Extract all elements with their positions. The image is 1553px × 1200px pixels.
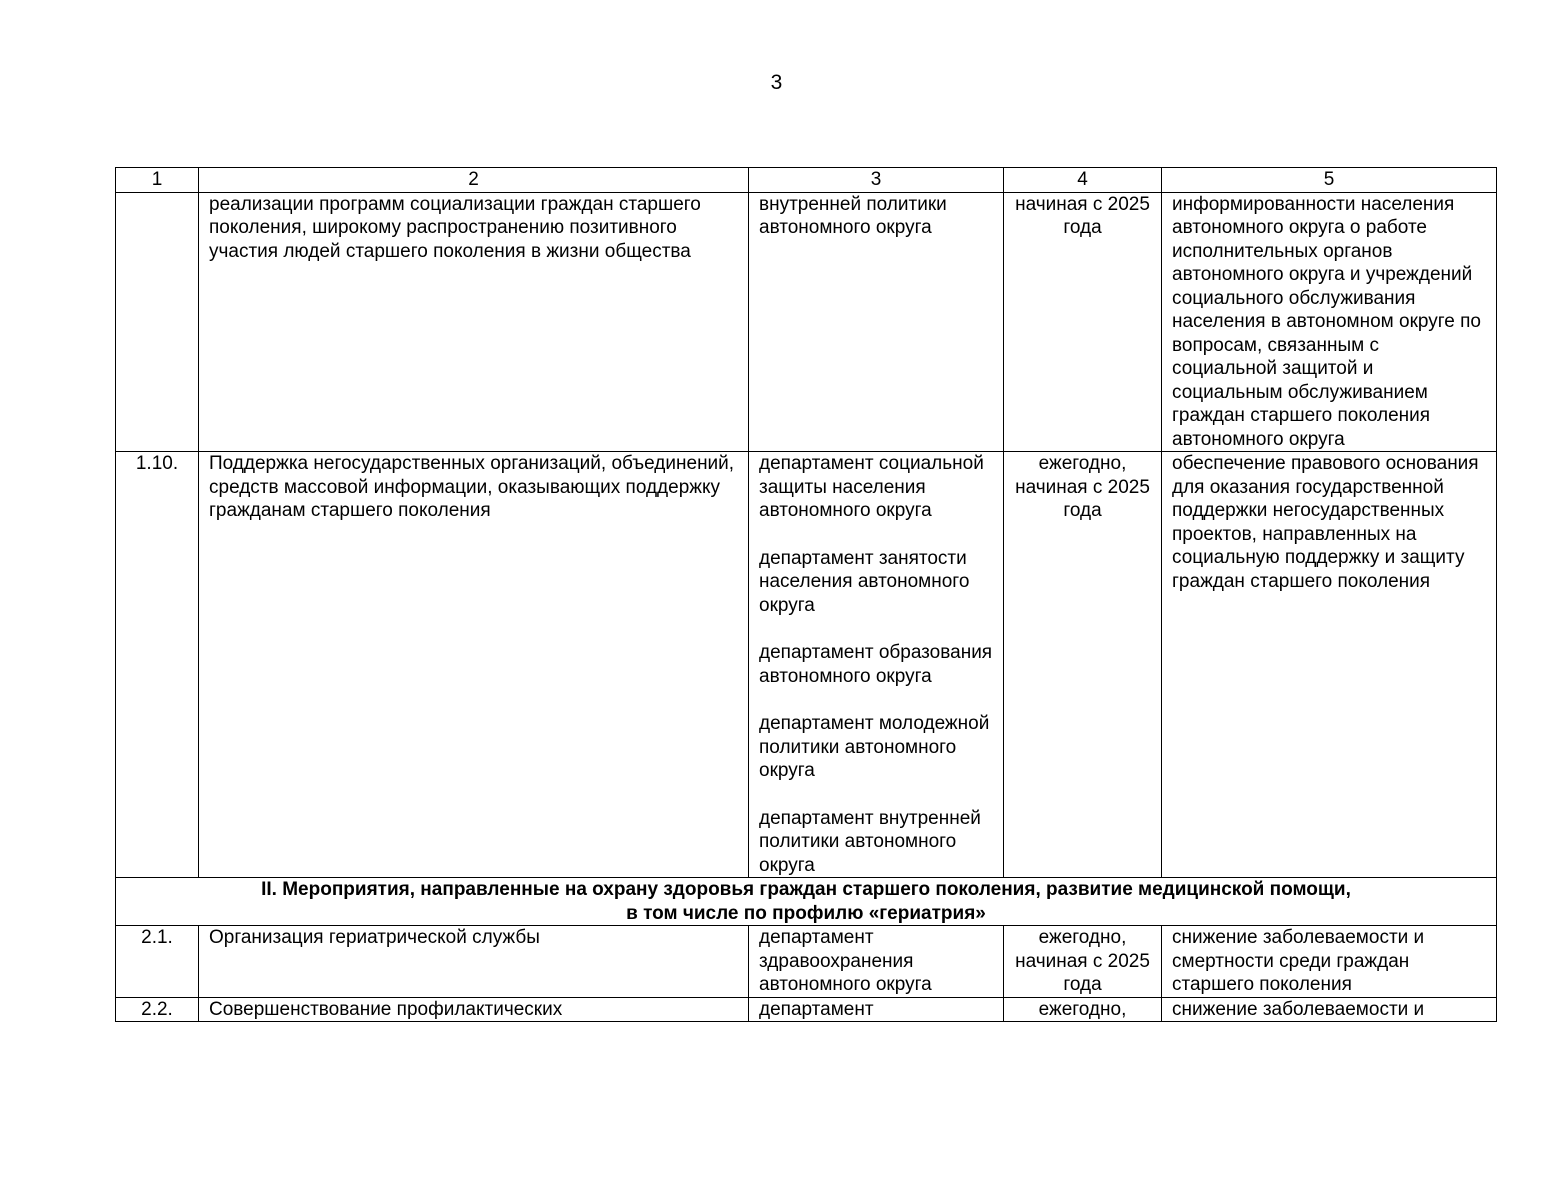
table-row: [116, 452, 1497, 878]
measure-cell: Поддержка негосударственных организаций, объединений, средств массовой информации, оказывающих поддержку гражданам старшего поколения: [199, 452, 749, 878]
executor-cell: департамент: [749, 997, 1004, 1022]
table-row: [116, 926, 1497, 998]
executor-cell: внутренней политики автономного округа: [749, 192, 1004, 452]
header-col-3: 3: [749, 168, 1004, 193]
row-number: 1.10.: [116, 452, 199, 878]
executor-cell: департамент здравоохранения автономного округа: [749, 926, 1004, 998]
term-cell: начиная с 2025 года: [1004, 192, 1162, 452]
executor-item: департамент занятости населения автономного округа: [759, 547, 970, 616]
row-number: [116, 192, 199, 452]
executor-cell: [749, 452, 1004, 878]
page-number: 3: [770, 71, 783, 94]
table-row: [116, 997, 1497, 1022]
row-number: 2.2.: [116, 997, 199, 1022]
header-col-4: 4: [1004, 168, 1162, 193]
result-cell: обеспечение правового основания для оказания государственной поддержки негосударственных проектов, направленных на социальную поддержку и защиту граждан старшего поколения: [1162, 452, 1497, 878]
measure-cell: Организация гериатрической службы: [199, 926, 749, 998]
result-cell: снижение заболеваемости и: [1162, 997, 1497, 1022]
term-cell: ежегодно,: [1004, 997, 1162, 1022]
row-number: 2.1.: [116, 926, 199, 998]
section-heading-row: [116, 878, 1497, 926]
term-cell: ежегодно, начиная с 2025 года: [1004, 926, 1162, 998]
result-cell: снижение заболеваемости и смертности среди граждан старшего поколения: [1162, 926, 1497, 998]
executor-item: департамент социальной защиты населения автономного округа: [759, 453, 984, 521]
term-cell: ежегодно, начиная с 2025 года: [1004, 452, 1162, 878]
table-row: [116, 192, 1497, 452]
section-heading: [116, 878, 1497, 926]
executor-item: департамент молодежной политики автономного округа: [759, 713, 990, 781]
header-col-5: 5: [1162, 168, 1497, 193]
header-col-2: 2: [199, 168, 749, 193]
section-heading-line-2: в том числе по профилю «гериатрия»: [626, 902, 986, 924]
executor-item: департамент внутренней политики автономного округа: [759, 807, 981, 876]
result-cell: информированности населения автономного округа о работе исполнительных органов автономного округа и учреждений социального обслуживания населения в автономном округе по вопросам, связанным с социальной защитой и социальным обслуживанием граждан старшего поколения автономного округа: [1162, 192, 1497, 452]
measure-cell: Совершенствование профилактических: [199, 997, 749, 1022]
section-heading-line-1: II. Мероприятия, направленные на охрану здоровья граждан старшего поколения, развитие медицинской помощи,: [261, 879, 1351, 900]
measure-cell: реализации программ социализации граждан старшего поколения, широкому распространению позитивного участия людей старшего поколения в жизни общества: [199, 192, 749, 452]
table-header-row: [116, 168, 1497, 193]
executor-item: департамент образования автономного округа: [759, 642, 993, 687]
header-col-1: 1: [116, 168, 199, 193]
measures-table: [115, 167, 1497, 1022]
